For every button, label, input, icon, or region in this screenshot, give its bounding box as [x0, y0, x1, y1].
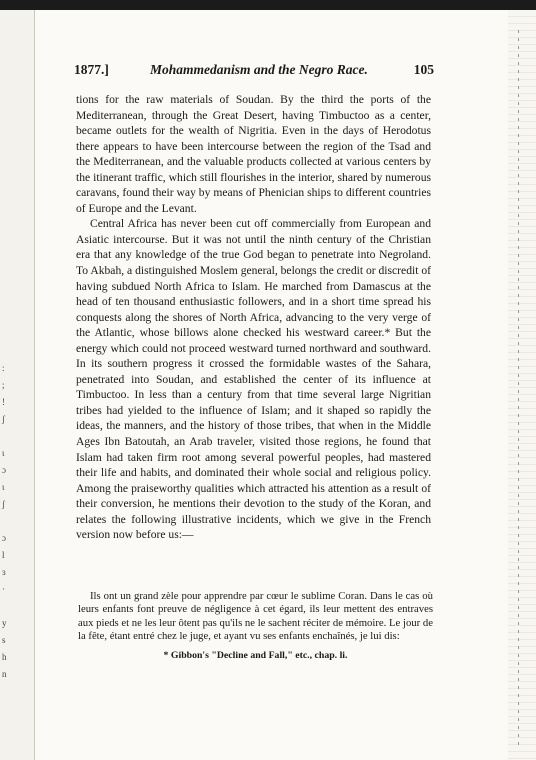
running-header — [74, 62, 434, 78]
margin-mark: ɔ — [2, 533, 6, 543]
paragraph-1: tions for the raw materials of Soudan. By the third the ports of the Mediterranean, through the Great Desert, having Timbuctoo as a center, became outlets for the wealth of Nigritia. Even in the days of Herodotus there appears to have been intercourse between the region of the Tsad and the Mediterranean, and the valuable products collected at various centers by the itinerant traffic, which still flourishes in the interior, shared by numerous caravans, found their way by means of Phenician ships to different countries of Europe and the Levant. — [76, 93, 431, 215]
margin-mark: ι — [2, 482, 5, 492]
scan-top-edge — [0, 0, 536, 10]
left-margin-bleed-through — [2, 360, 26, 683]
right-gutter — [508, 10, 536, 760]
page-number: 105 — [413, 62, 434, 77]
margin-mark: ; — [2, 380, 5, 390]
margin-mark: ʃ — [2, 499, 5, 509]
margin-mark: ! — [2, 397, 5, 407]
footnote: * Gibbon's "Decline and Fall," etc., chap. li. — [163, 650, 348, 661]
margin-mark: ɜ — [2, 567, 6, 577]
margin-mark: · — [2, 584, 5, 594]
french-quotation — [78, 590, 433, 644]
body-text — [76, 92, 431, 543]
paragraph-2: Central Africa has never been cut off commercially from European and Asiatic intercourse. But it was not until the ninth century of the Christian era that any knowledge of the true God began to penetrate into Negroland. To Akbah, a distinguished Moslem general, belongs the credit or discredit of having subdued North Africa to Islam. He marched from Damascus at the head of ten thousand enthusiastic followers, and in a short time spread his conquests along the shores of North Africa, advancing to the very verge of the Atlantic, whose billows alone checked his westward career.* But the energy which could not proceed westward turned northward and southward. In its southern progress it crossed the formidable wastes of the Sahara, penetrated into Soudan, and established the center of its influence at Timbuctoo. In less than a century from that time several large Nigritian tribes had yielded to the influence of Islam; and it shaped so rapidly the ideas, the manners, and the history of those tribes, that when in the Middle Ages Ibn Batoutah, an Arab traveler, visited those regions, he found that Islam had taken firm root among several powerful peoples, had mastered their life and habits, and dominated their whole social and religious policy. Among the praiseworthy qualities which attracted his attention as a result of their conversion, he mentions their devotion to the study of the Koran, and relates the following illustrative incidents, which we give in the French version now before us:— — [76, 217, 431, 542]
quote-text: Ils ont un grand zèle pour apprendre par cœur le sublime Coran. Dans le cas où leurs enfants font preuve de négligence à cet égard, ils leur mettent des entraves aux pieds et ne les leur ôtent pas qu'ils ne le sachent réciter de mémoire. Le jour de la fête, étant entré chez le juge, et ayant vu ses enfants enchaînés, je lui dis: — [78, 590, 433, 643]
margin-mark: ɔ — [2, 465, 6, 475]
running-title: Mohammedanism and the Negro Race. — [150, 62, 368, 77]
margin-mark — [2, 513, 26, 530]
margin-mark: l — [2, 550, 5, 560]
margin-mark: h — [2, 652, 7, 662]
margin-mark: y — [2, 618, 7, 628]
margin-mark — [2, 428, 26, 445]
margin-mark: ι — [2, 448, 5, 458]
margin-mark: ʃ — [2, 414, 5, 424]
header-year: 1877.] — [74, 62, 109, 77]
margin-mark: n — [2, 669, 7, 679]
margin-mark: s — [2, 635, 6, 645]
margin-mark: : — [2, 363, 5, 373]
margin-mark — [2, 598, 26, 615]
